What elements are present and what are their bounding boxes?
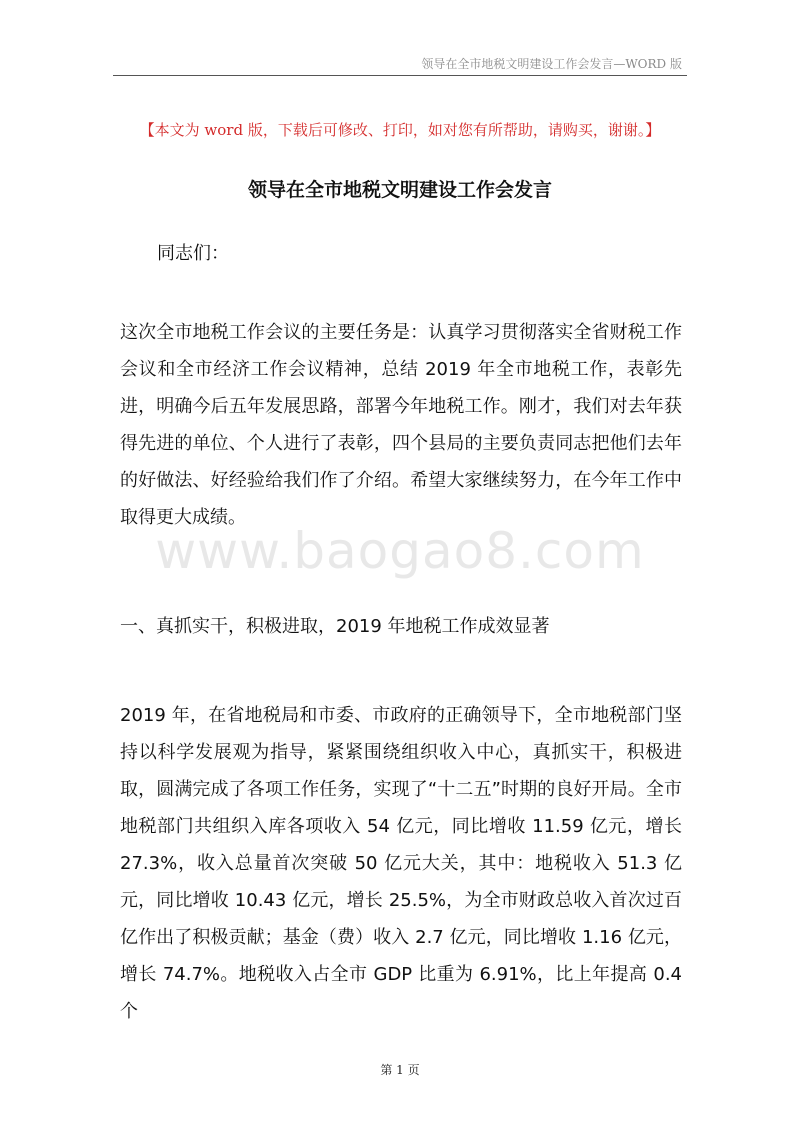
page-number: 第 1 页 bbox=[380, 1063, 420, 1077]
purchase-notice: 【本文为 word 版，下载后可修改、打印，如对您有所帮助，请购买，谢谢。】 bbox=[139, 121, 661, 139]
paragraph-intro: 这次全市地税工作会议的主要任务是：认真学习贯彻落实全省财税工作会议和全市经济工作会议精神，总结 2019 年全市地税工作，表彰先进，明确今后五年发展思路，部署今年地税工作。刚才，我们对去年获得先进的单位、个人进行了表彰，四个县局的主要负责同志把他们去年的好做法、好经验给我们作了介绍。希望大家继续努力，在今年工作中取得更大成绩。 bbox=[120, 322, 682, 528]
document-title: 领导在全市地税文明建设工作会发言 bbox=[247, 179, 552, 201]
salutation: 同志们： bbox=[157, 243, 229, 264]
paragraph-results: 2019 年，在省地税局和市委、市政府的正确领导下，全市地税部门坚持以科学发展观为指导，紧紧围绕组织收入中心，真抓实干，积极进取，圆满完成了各项工作任务，实现了“十二五”时期的良好开局。全市地税部门共组织入库各项收入 54 亿元，同比增收 11.59 亿元，增长 27.3%，收入总量首次突破 50 亿元大关，其中：地税收入 51.3 亿元，同比增收 10.43 亿元，增长 25.5%，为全市财政总收入首次过百亿作出了积极贡献；基金（费）收入 2.7 亿元，同比增收 1.16 亿元，增长 74.7%。地税收入占全市 GDP 比重为 6.91%，比上年提高 0.4 个 bbox=[120, 705, 682, 1022]
watermark: www.baogao8.com bbox=[155, 522, 645, 580]
header-divider bbox=[113, 75, 687, 76]
running-header: 领导在全市地税文明建设工作会发言—WORD 版 bbox=[421, 57, 682, 71]
section-heading-1: 一、真抓实干，积极进取，2019 年地税工作成效显著 bbox=[120, 616, 550, 637]
